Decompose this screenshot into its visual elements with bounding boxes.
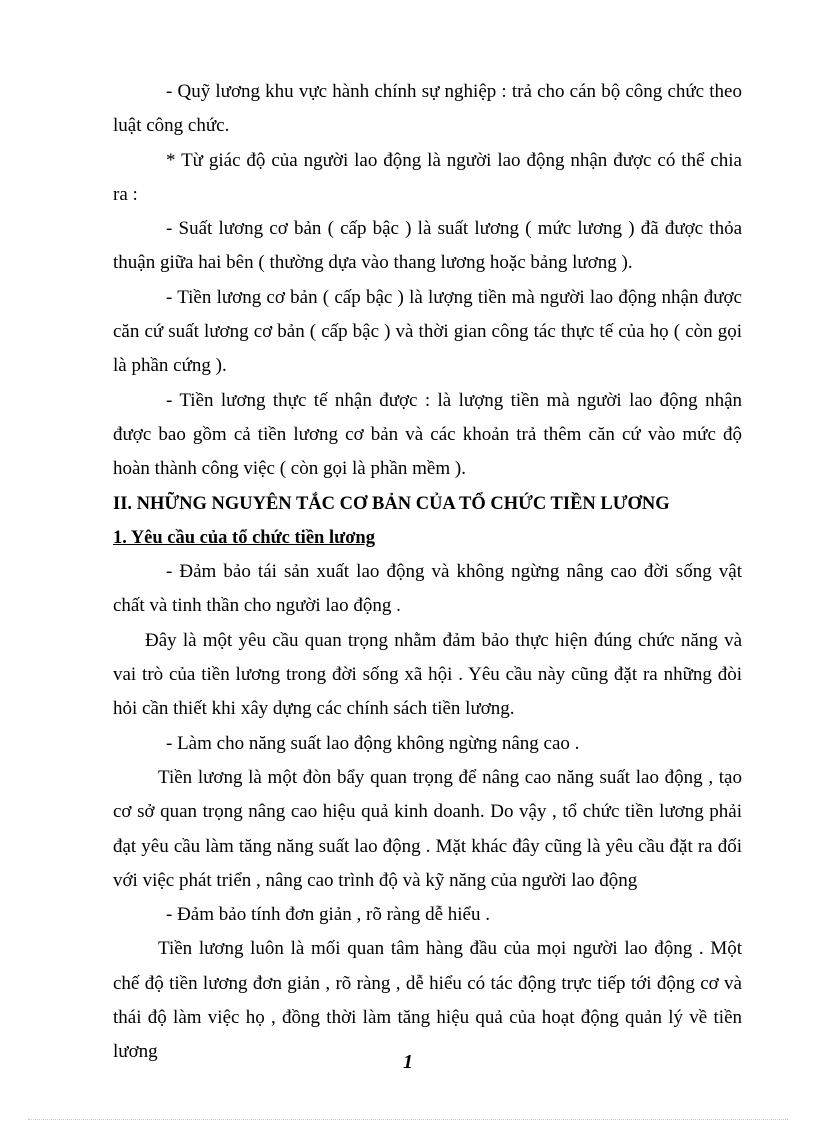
paragraph-requirement-simplicity: - Đảm bảo tính đơn giản , rõ ràng dễ hiểu .: [166, 904, 490, 926]
paragraph-basic-wage: - Tiền lương cơ bản ( cấp bậc ) là lượng tiền mà người lao động nhận được căn cứ suất lương cơ bản ( cấp bậc ) và thời gian công tác thực tế của họ ( còn gọi là phần cứng ).: [113, 286, 742, 377]
paragraph-requirement-explanation: Đây là một yêu cầu quan trọng nhằm đảm bảo thực hiện đúng chức năng và vai trò của tiền lương trong đời sống xã hội . Yêu cầu này cũng đặt ra những đòi hỏi cần thiết khi xây dựng các chính sách tiền lương.: [113, 629, 742, 720]
paragraph-requirement-productivity: - Làm cho năng suất lao động không ngừng nâng cao .: [166, 732, 580, 754]
footer-divider: [28, 1119, 788, 1120]
paragraph-worker-perspective: * Từ giác độ của người lao động là người lao động nhận được có thể chia ra :: [113, 149, 742, 205]
paragraph-administrative-wage-fund: - Quỹ lương khu vực hành chính sự nghiệp : trả cho cán bộ công chức theo luật công chức.: [113, 81, 742, 137]
paragraph-actual-wage: - Tiền lương thực tế nhận được : là lượng tiền mà người lao động nhận được bao gồm cả tiền lương cơ bản và các khoản trả thêm căn cứ vào mức độ hoàn thành công việc ( còn gọi là phần mềm ).: [113, 389, 742, 480]
paragraph-productivity-explanation: Tiền lương là một đòn bẩy quan trọng để nâng cao năng suất lao động , tạo cơ sở quan trọng nâng cao hiệu quả kinh doanh. Do vậy , tổ chức tiền lương phải đạt yêu cầu làm tăng năng suất lao động . Mặt khác đây cũng là yêu cầu đặt ra đối với việc phát triển , nâng cao trình độ và kỹ năng của người lao động: [113, 766, 742, 891]
subsection-heading: 1. Yêu cầu của tổ chức tiền lương: [113, 527, 375, 548]
page-number: 1: [403, 1051, 413, 1073]
paragraph-basic-wage-rate: - Suất lương cơ bản ( cấp bậc ) là suất lương ( mức lương ) đã được thỏa thuận giữa hai bên ( thường dựa vào thang lương hoặc bảng lương ).: [113, 218, 742, 274]
paragraph-requirement-reproduction: - Đảm bảo tái sản xuất lao động và không ngừng nâng cao đời sống vật chất và tinh thần cho người lao động .: [113, 561, 742, 617]
paragraph-simplicity-explanation: Tiền lương luôn là mối quan tâm hàng đầu của mọi người lao động . Một chế độ tiền lương đơn giản , rõ ràng , dễ hiểu có tác động trực tiếp tới động cơ và thái độ làm việc họ , đồng thời làm tăng hiệu quả của hoạt động quản lý về tiền lương: [113, 938, 742, 1063]
document-body: [113, 75, 742, 1070]
section-heading: II. NHỮNG NGUYÊN TẮC CƠ BẢN CỦA TỔ CHỨC TIỀN LƯƠNG: [113, 493, 670, 514]
